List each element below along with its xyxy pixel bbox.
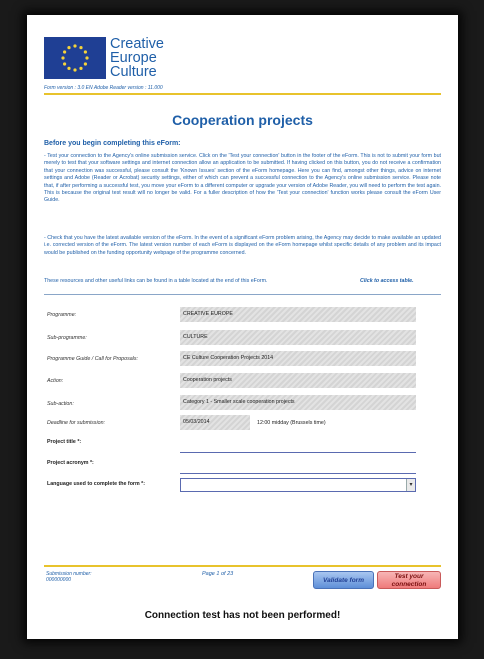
project-title-label: Project title *: [47, 439, 82, 445]
subprogramme-label: Sub-programme: [47, 335, 87, 341]
test-connection-line-2: connection [391, 581, 427, 588]
test-connection-button[interactable] [377, 571, 441, 589]
project-acronym-input[interactable] [180, 463, 416, 474]
programme-field: CREATIVE EUROPE [180, 307, 416, 322]
brand-line-1: Creative [110, 36, 164, 52]
language-select[interactable] [180, 478, 416, 492]
language-label: Language used to complete the form *: [47, 481, 146, 487]
subprogramme-field: CULTURE [180, 330, 416, 345]
test-connection-line-1: Test your [394, 573, 424, 580]
intro-paragraph-2: - Check that you have the latest available version of the eForm. In the event of a significant eForm problem arising, the Agency may decide to make available an updated i.e. corrected version of the eForm. The latest version number of each eForm is displayed on the eForm homepage whilst specific details of any problem and its impact would be published on the funding opportunity webpage of the programme concerned. [44, 235, 441, 256]
validate-form-button[interactable]: Validate form [313, 571, 374, 589]
chevron-down-icon[interactable]: ▾ [406, 479, 415, 491]
page-title: Cooperation projects [172, 112, 313, 128]
programme-guide-label: Programme Guide / Call for Proposals: [47, 356, 138, 362]
intro-heading: Before you begin completing this eForm: [44, 140, 181, 147]
project-title-input[interactable] [180, 442, 416, 453]
project-acronym-label: Project acronym *: [47, 460, 94, 466]
action-field: Cooperation projects [180, 373, 416, 388]
subaction-field: Category 1 - Smaller scale cooperation projects [180, 395, 416, 410]
section-divider [44, 294, 441, 295]
brand-line-2: Europe [110, 50, 157, 66]
submission-number-value: 000000000 [46, 577, 72, 583]
brand-text [110, 37, 164, 79]
page-indicator: Page 1 of 23 [202, 571, 234, 577]
programme-label: Programme: [47, 312, 77, 318]
connection-status: Connection test has not been performed! [144, 610, 341, 621]
programme-guide-field: CE Culture Cooperation Projects 2014 [180, 351, 416, 366]
eform-page [27, 15, 458, 639]
deadline-date-field: 05/03/2014 [180, 415, 250, 430]
subaction-label: Sub-action: [47, 401, 74, 407]
intro-paragraph-3: These resources and other useful links can be found in a table located at the end of this eForm. [44, 278, 268, 284]
action-label: Action: [47, 378, 64, 384]
deadline-label: Deadline for submission: [47, 420, 105, 426]
creative-europe-logo [44, 37, 204, 83]
access-table-link[interactable]: Click to access table. [360, 278, 414, 284]
header-divider [44, 93, 441, 95]
brand-line-3: Culture [110, 64, 157, 80]
footer-divider [44, 565, 441, 567]
submission-number [46, 571, 92, 583]
submission-number-label: Submission number: [46, 571, 92, 577]
intro-paragraph-1: - Test your connection to the Agency's online submission service. Click on the 'Test your connection' button in the footer of the eForm. This is not to submit your form but merely to test that your software settings and internet connection allow an application to be submitted. If having clicked on this button, you do not receive a confirmation that your connection was successful, please consult the 'Known Issues' section of the eForm homepage. Here you can find, amongst other things, advice on internet settings and Adobe (Reader or Acrobat) security settings, either of which can prevent a successful connection to the Agency's online submission service. Please note that, if after performing a successful test, you move your eForm to a different computer or upgrade your version of Adobe Reader, you will need to perform the test again. This is because the original test result will no longer be valid. For a fuller description of how the 'Test your connection' function works please consult the eForm User Guide. [44, 153, 441, 204]
eu-flag-icon [44, 37, 106, 79]
form-version: Form version : 3.0 EN Adobe Reader version : 11.000 [44, 85, 163, 91]
deadline-time: 12:00 midday (Brussels time) [257, 420, 326, 426]
